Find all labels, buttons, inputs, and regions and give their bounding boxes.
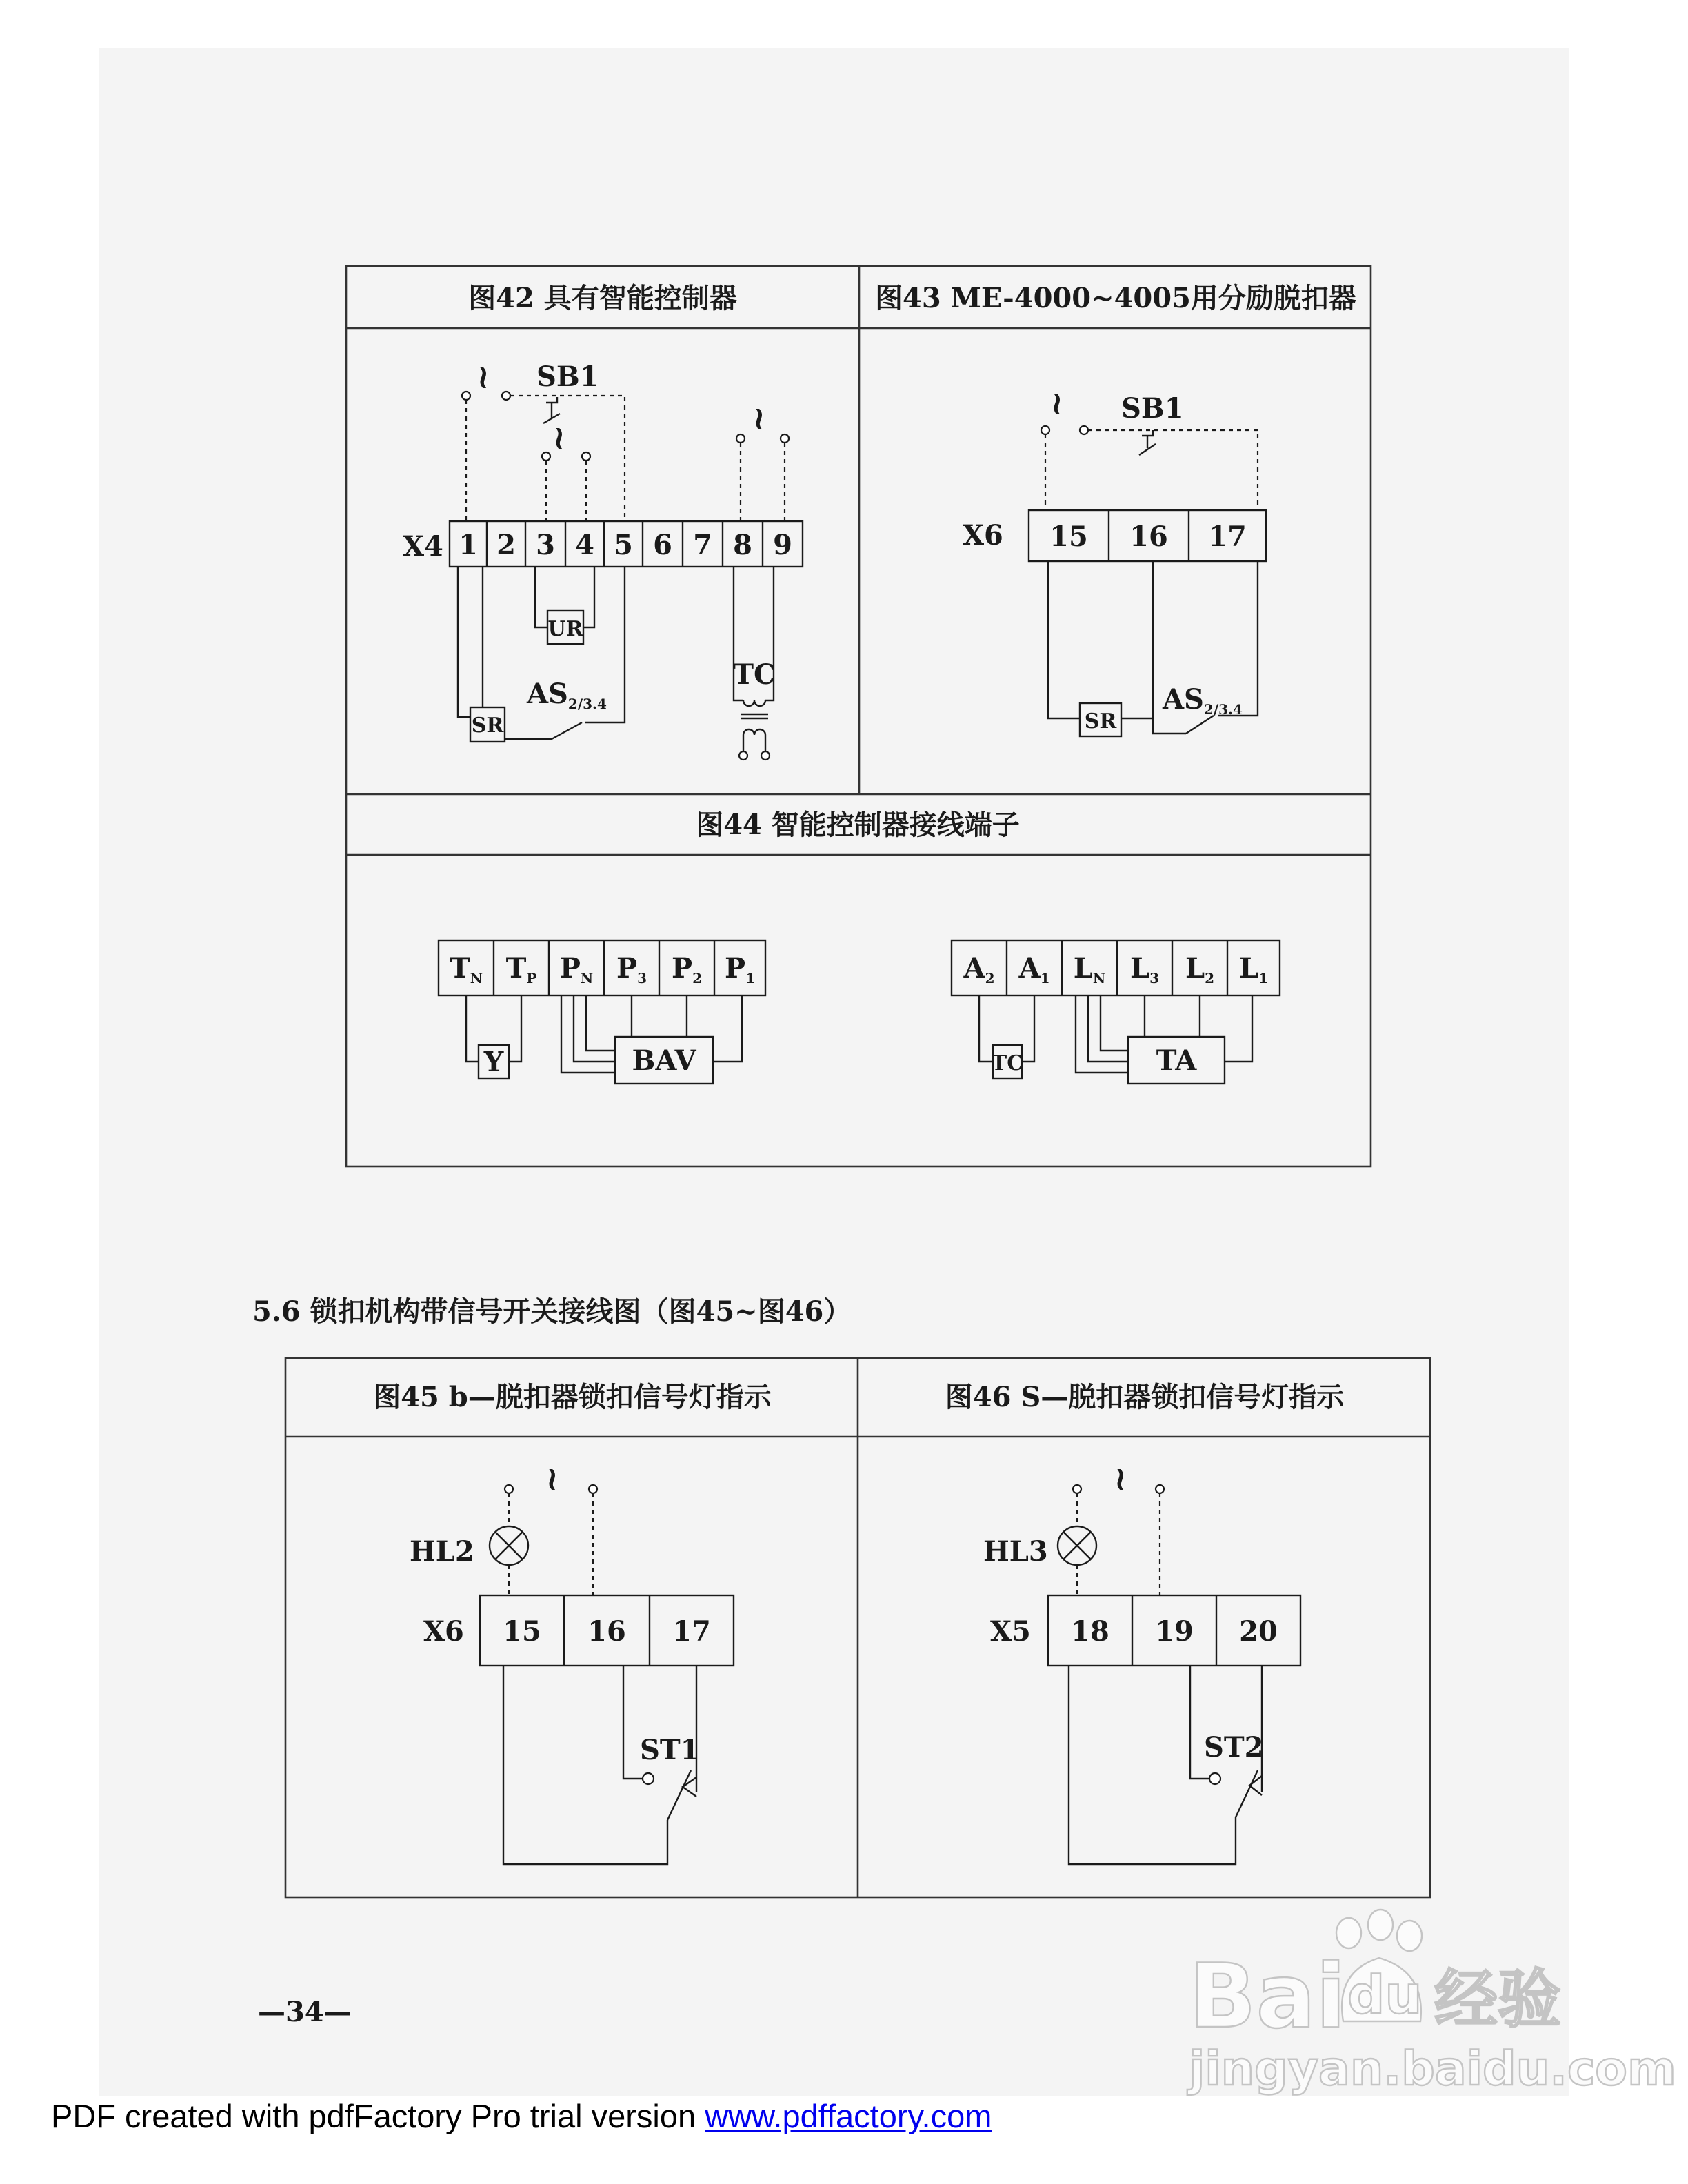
paw-toe	[1336, 1918, 1361, 1948]
pushbutton-label: SB1	[536, 361, 599, 393]
fig43-title: 图43 ME-4000~4005用分励脱扣器	[875, 282, 1356, 314]
supply-terminal-dot	[462, 392, 470, 400]
switch-contact-dot	[1209, 1773, 1220, 1784]
page-number: —34—	[258, 1996, 352, 2028]
terminal-label-main: P	[672, 952, 693, 984]
terminal-label-sub: 2	[985, 970, 995, 987]
terminal-strip-right	[952, 940, 1280, 995]
terminal-label-main: A	[1018, 952, 1041, 984]
ac-symbol: ~	[1038, 390, 1077, 418]
terminal-strip-label: X6	[423, 1615, 464, 1648]
terminal-number: 18	[1071, 1615, 1109, 1648]
footer-text: PDF created with pdfFactory Pro trial version	[51, 2098, 696, 2134]
transformer-terminal-dot	[761, 751, 770, 760]
aux-switch-label-main: AS	[1163, 683, 1204, 716]
terminal-label-main: P	[725, 952, 746, 984]
terminal-number: 16	[1129, 520, 1168, 553]
transformer-terminal-dot	[739, 751, 747, 760]
terminal-label-main: L	[1185, 952, 1205, 984]
supply-terminal-dot	[781, 434, 789, 443]
supply-terminal-dot	[1080, 426, 1088, 434]
watermark-paw-text: du	[1347, 1964, 1423, 2025]
ur-label: UR	[547, 617, 583, 641]
supply-terminal-dot	[1156, 1485, 1164, 1493]
supply-terminal-dot	[1073, 1485, 1081, 1493]
lamp-label: HL2	[410, 1535, 474, 1568]
supply-terminal-dot	[1041, 426, 1049, 434]
pushbutton-label: SB1	[1121, 392, 1184, 425]
tc-label: TC	[991, 1051, 1024, 1075]
supply-terminal-dot	[542, 452, 550, 461]
fig46-title: 图46 S—脱扣器锁扣信号灯指示	[945, 1381, 1345, 1413]
paw-toe	[1368, 1910, 1393, 1940]
terminal-number: 15	[503, 1615, 541, 1648]
pdf-footer	[51, 2100, 992, 2132]
terminal-label-sub: P	[526, 970, 537, 987]
terminal-strip-left	[439, 940, 765, 995]
terminal-label-main: L	[1238, 952, 1259, 984]
terminal-number: 4	[575, 529, 594, 561]
terminal-number: 7	[693, 529, 712, 561]
terminal-number: 1	[459, 529, 478, 561]
terminal-number: 17	[1208, 520, 1247, 553]
terminal-label-main: T	[449, 952, 470, 984]
terminal-number: 19	[1155, 1615, 1194, 1648]
footer-link[interactable]: www.pdffactory.com	[705, 2098, 992, 2134]
watermark-latin: Bai	[1189, 1945, 1346, 2048]
terminal-number: 2	[496, 529, 516, 561]
terminal-label-main: L	[1129, 952, 1150, 984]
terminal-label-sub: 1	[745, 970, 755, 987]
terminal-label-main: A	[963, 952, 985, 984]
ac-symbol: ~	[741, 405, 779, 434]
supply-terminal-dot	[505, 1485, 513, 1493]
sr-label: SR	[471, 714, 504, 738]
terminal-label-main: L	[1073, 952, 1093, 984]
aux-switch-label-sub: 2/3.4	[1203, 701, 1243, 718]
terminal-label-sub: 1	[1258, 970, 1269, 987]
terminal-label-sub: N	[1092, 970, 1106, 987]
terminal-number: 8	[733, 529, 752, 561]
fig45-title: 图45 b—脱扣器锁扣信号灯指示	[373, 1381, 772, 1413]
terminal-number: 17	[672, 1615, 711, 1648]
terminal-label-main: P	[616, 952, 638, 984]
terminal-label-sub: 2	[692, 970, 702, 987]
switch-contact-dot	[643, 1773, 654, 1784]
supply-terminal-dot	[582, 452, 590, 461]
lamp-label: HL3	[983, 1535, 1048, 1568]
terminal-number: 20	[1239, 1615, 1278, 1648]
supply-terminal-dot	[736, 434, 745, 443]
terminal-label-main: P	[559, 952, 581, 984]
bav-label: BAV	[632, 1044, 696, 1077]
switch-label: ST1	[640, 1734, 700, 1766]
ta-label: TA	[1156, 1044, 1197, 1077]
fig42-title: 图42 具有智能控制器	[468, 282, 737, 314]
transformer-label: TC	[733, 658, 776, 691]
terminal-label-sub: 1	[1040, 970, 1050, 987]
terminal-label-sub: 2	[1205, 970, 1215, 987]
terminal-label-sub: N	[470, 970, 483, 987]
terminal-strip-label: X5	[990, 1615, 1031, 1648]
section-heading: 5.6 锁扣机构带信号开关接线图（图45~图46）	[252, 1295, 852, 1328]
terminal-number: 5	[614, 529, 633, 561]
aux-switch-label-sub: 2/3.4	[567, 696, 607, 712]
terminal-label-sub: 3	[1149, 970, 1160, 987]
terminal-number: 9	[773, 529, 792, 561]
terminal-number: 6	[653, 529, 672, 561]
supply-terminal-dot	[502, 392, 510, 400]
terminal-number: 3	[536, 529, 555, 561]
paw-toe	[1397, 1921, 1422, 1951]
terminal-label-sub: N	[580, 970, 594, 987]
ac-symbol: ~	[534, 1465, 572, 1494]
y-label: Y	[483, 1046, 504, 1078]
ac-symbol: ~	[465, 363, 503, 392]
terminal-number: 15	[1049, 520, 1088, 553]
terminal-strip-label: X6	[963, 519, 1003, 552]
terminal-strip-label: X4	[403, 530, 443, 563]
scan-area	[99, 48, 1569, 2096]
terminal-label-main: T	[505, 952, 527, 984]
ac-symbol: ~	[1102, 1465, 1141, 1494]
sr-label: SR	[1084, 709, 1117, 734]
supply-terminal-dot	[589, 1485, 597, 1493]
aux-switch-label-main: AS	[527, 678, 568, 710]
watermark-url: jingyan.baidu.com	[1189, 2042, 1676, 2096]
terminal-label-sub: 3	[637, 970, 647, 987]
ac-symbol: ~	[541, 424, 579, 453]
fig44-title: 图44 智能控制器接线端子	[696, 809, 1020, 841]
watermark-chinese: 经验	[1434, 1963, 1562, 2036]
terminal-number: 16	[587, 1615, 626, 1648]
switch-label: ST2	[1204, 1731, 1264, 1763]
